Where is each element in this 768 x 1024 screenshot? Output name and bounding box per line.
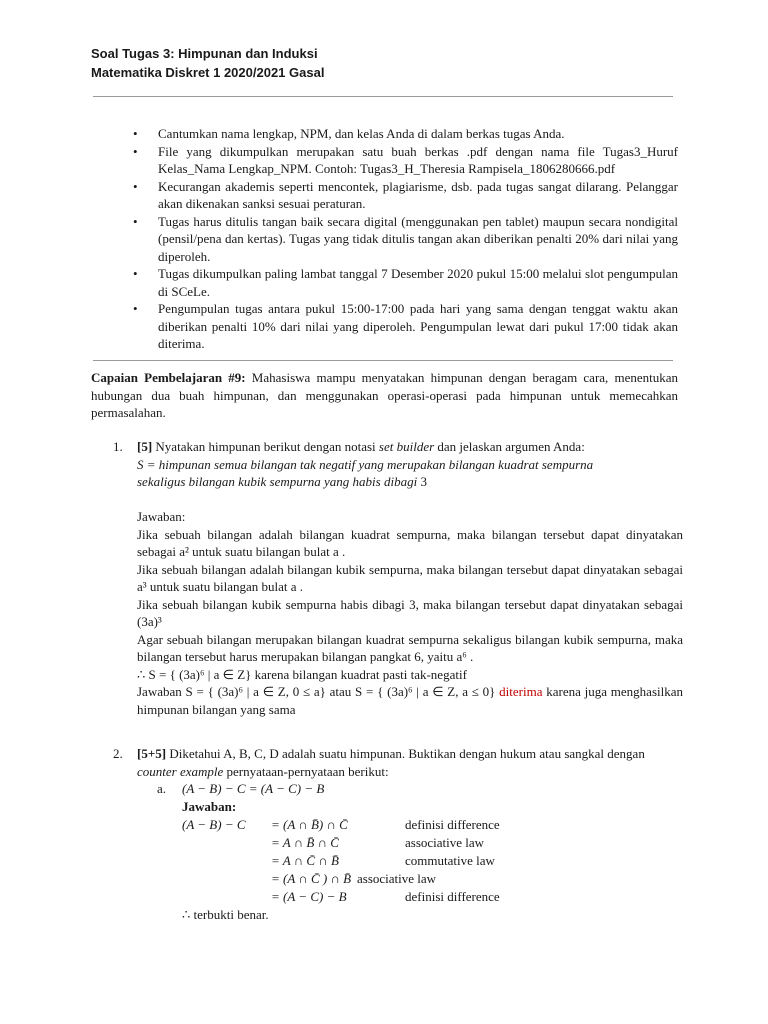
instruction-item: • File yang dikumpulkan merupakan satu buah berkas .pdf dengan nama file Tugas3_Huruf Kelas_Nama Lengkap_NPM. Contoh: Tugas3_H_Theresia Rampisela_1806280666.pdf (133, 143, 678, 178)
proof-step (137, 834, 683, 852)
part-a-statement: (A − B) − C = (A − C) − B (182, 781, 325, 796)
proof-expression: = A ∩ B̄ ∩ C̄ (271, 835, 339, 850)
instruction-item: • Tugas dikumpulkan paling lambat tanggal 7 Desember 2020 pukul 15:00 melalui slot pengumpulan di SCeLe. (133, 265, 678, 300)
proof-answer-label-row (137, 798, 683, 816)
proof-step (137, 852, 683, 870)
set-definition: S = himpunan semua bilangan tak negatif yang merupakan bilangan kuadrat sempurna (137, 456, 594, 472)
proof-step (137, 888, 683, 906)
proof-expression: = (A − C) − B (271, 889, 347, 904)
proof-expression: = (A ∩ C̄ ) ∩ B̄ (271, 871, 352, 886)
accepted-label: diterima (499, 684, 543, 699)
question-number: 1. (113, 439, 123, 454)
course-title: Matematika Diskret 1 2020/2021 Gasal (91, 65, 325, 80)
header-divider (93, 96, 673, 97)
alternative-answer (137, 683, 683, 718)
proof-expression: = (A ∩ B̄) ∩ C̄ (271, 817, 348, 832)
answer-paragraph: Jika sebuah bilangan kubik sempurna habis dibagi 3, maka bilangan tersebut dapat dinyatakan sebagai (3a)³ (137, 596, 683, 629)
proof-lhs: (A − B) − C (182, 817, 246, 832)
instruction-item: • Cantumkan nama lengkap, NPM, dan kelas Anda di dalam berkas tugas Anda. (133, 125, 678, 143)
proof-step (137, 870, 683, 888)
instruction-list (133, 125, 678, 353)
prompt-text: pernyataan-pernyataan berikut: (223, 763, 389, 779)
part-a (137, 780, 683, 798)
prompt-term: counter example (137, 763, 224, 779)
alternative-answer-text: karena juga menghasilkan himpunan bilangan yang sama (137, 684, 683, 717)
set-definition-number: 3 (417, 474, 427, 489)
document-header (91, 44, 324, 82)
proof-reason: definisi difference (405, 889, 500, 904)
prompt-term: set builder (378, 439, 435, 454)
question-1-prompt (137, 438, 683, 456)
answer-conclusion: ∴ S = { (3a)⁶ | a ∈ Z} karena bilangan kuadrat pasti tak-negatif (137, 666, 467, 682)
question-2-prompt (137, 745, 683, 763)
proof-reason: associative law (357, 871, 437, 886)
question-2-body (137, 745, 683, 924)
proof-conclusion: ∴ terbukti benar. (182, 907, 269, 922)
answer-paragraph: Agar sebuah bilangan merupakan bilangan kuadrat sempurna sekaligus bilangan kubik sempurna, maka bilangan tersebut harus merupakan bilangan pangkat 6, yaitu a⁶ . (137, 631, 683, 664)
part-a-marker: a. (157, 781, 167, 796)
instruction-item: • Kecurangan akademis seperti mencontek, plagiarisme, dsb. pada tugas sangat dilarang. Pelanggar akan dikenakan sanksi sesuai peraturan. (133, 178, 678, 213)
set-definition-continued (137, 473, 683, 491)
proof-reason: definisi difference (405, 817, 500, 832)
learning-outcome-text: Mahasiswa mampu menyatakan himpunan dengan beragam cara, menentukan hubungan dua buah himpunan, dan menggunakan operasi-operasi pada himpunan untuk memecahkan permasalahan. (91, 370, 678, 420)
instruction-item: • Pengumpulan tugas antara pukul 15:00-17:00 pada hari yang sama dengan tenggat waktu akan diberikan penalti 10% dari nilai yang diperoleh. Pengumpulan lewat dari pukul 17:00 tidak akan diterima. (133, 300, 678, 353)
prompt-text: Nyatakan himpunan berikut dengan notasi (152, 439, 379, 454)
proof-reason: associative law (405, 835, 485, 850)
prompt-text: dan jelaskan argumen Anda: (434, 439, 585, 454)
learning-outcome-label: Capaian Pembelajaran #9: (91, 370, 246, 385)
question-number: 2. (113, 746, 123, 761)
proof-expression: = A ∩ C̄ ∩ B̄ (271, 853, 339, 868)
answer-paragraph: Jika sebuah bilangan adalah bilangan kubik sempurna, maka bilangan tersebut dapat dinyatakan sebagai a³ untuk suatu bilangan bulat a . (137, 561, 683, 594)
question-1-body (137, 438, 683, 718)
instruction-item: • Tugas harus ditulis tangan baik secara digital (menggunakan pen tablet) maupun secara nondigital (pensil/pena dan kertas). Tugas yang tidak ditulis tangan akan diberikan penalti 20% dari nilai yang diperoleh. (133, 213, 678, 266)
prompt-text: Diketahui A, B, C, D adalah suatu himpunan. Buktikan dengan hukum atau sangkal dengan (166, 746, 645, 761)
question-points: [5] (137, 439, 153, 454)
proof-conclusion-row (137, 906, 683, 924)
section-divider (93, 360, 673, 361)
question-points: [5+5] (137, 746, 167, 761)
answer-label: Jawaban: (137, 509, 186, 524)
assignment-title: Soal Tugas 3: Himpunan dan Induksi (91, 46, 318, 61)
proof-step (137, 816, 683, 834)
answer-label: Jawaban: (182, 799, 237, 814)
proof-reason: commutative law (405, 853, 495, 868)
set-definition-text: sekaligus bilangan kubik sempurna yang habis dibagi (137, 474, 418, 489)
learning-outcome (91, 369, 678, 422)
question-2-prompt-continued (137, 763, 683, 781)
answer-paragraph: Jika sebuah bilangan adalah bilangan kuadrat sempurna, maka bilangan tersebut dapat dinyatakan sebagai a² untuk suatu bilangan bulat a . (137, 526, 683, 559)
alternative-answer-text: Jawaban S = { (3a)⁶ | a ∈ Z, 0 ≤ a} atau S = { (3a)⁶ | a ∈ Z, a ≤ 0} (137, 684, 500, 699)
